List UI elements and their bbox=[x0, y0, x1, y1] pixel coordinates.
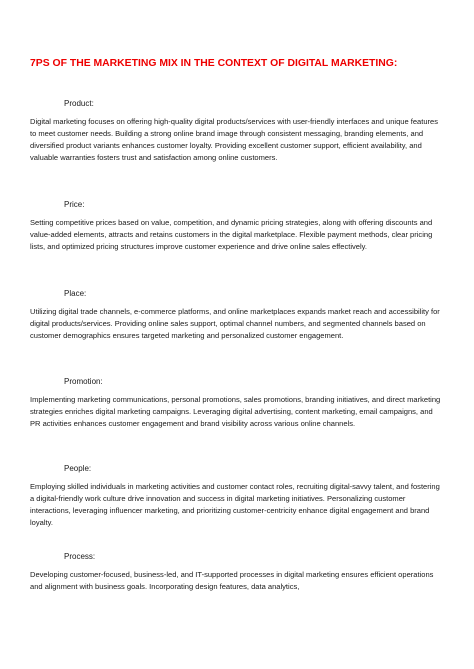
section-people bbox=[30, 463, 444, 529]
section-body: Developing customer-focused, business-led, and IT-supported processes in digital marketing ensures efficient operations and alignment with business goals. Incorporating design features, data analytics, bbox=[30, 570, 434, 591]
section-promotion bbox=[30, 376, 444, 430]
section-heading: Product: bbox=[64, 99, 94, 108]
section-body: Employing skilled individuals in marketing activities and customer contact roles, recruiting digital-savvy talent, and fostering a digital-friendly work culture drive innovation and success in digital marketing initiatives. Personalizing customer interactions, leveraging influencer marketing, and prioritizing customer-centricity enhance digital engagement and brand loyalty. bbox=[30, 482, 440, 527]
section-heading: Price: bbox=[64, 200, 85, 209]
section-body: Digital marketing focuses on offering high-quality digital products/services with user-friendly interfaces and unique features to meet customer needs. Building a strong online brand image through consistent messaging, branding elements, and diversified product variants enhances customer loyalty. Providing excellent customer support, efficient availability, and valuable warranties fosters trust and satisfaction among online customers. bbox=[30, 117, 439, 162]
section-heading: People: bbox=[64, 464, 92, 473]
section-process bbox=[30, 551, 444, 593]
section-body: Implementing marketing communications, personal promotions, sales promotions, branding initiatives, and direct marketing strategies enriches digital marketing campaigns. Leveraging digital advertising, content marketing, email campaigns, and PR activities enhances customer engagement and brand visibility across various online channels. bbox=[30, 395, 441, 428]
section-heading: Promotion: bbox=[64, 377, 103, 386]
section-place bbox=[30, 288, 444, 342]
section-body: Utilizing digital trade channels, e-commerce platforms, and online marketplaces expands market reach and accessibility for digital products/services. Providing online sales support, optimal channel numbers, and segmented channels based on customer demographics ensures targeted marketing and personalized customer engagement. bbox=[30, 307, 440, 340]
document-title: 7PS OF THE MARKETING MIX IN THE CONTEXT OF DIGITAL MARKETING: bbox=[30, 58, 398, 69]
section-price bbox=[30, 199, 444, 253]
section-body: Setting competitive prices based on value, competition, and dynamic pricing strategies, along with offering discounts and value-added elements, attracts and retains customers in the digital marketplace. Flexible payment methods, clear pricing lists, and optimized pricing structures improve customer experience and drive online sales effectively. bbox=[30, 218, 433, 251]
section-heading: Process: bbox=[64, 552, 96, 561]
section-heading: Place: bbox=[64, 289, 87, 298]
section-product bbox=[30, 98, 444, 164]
